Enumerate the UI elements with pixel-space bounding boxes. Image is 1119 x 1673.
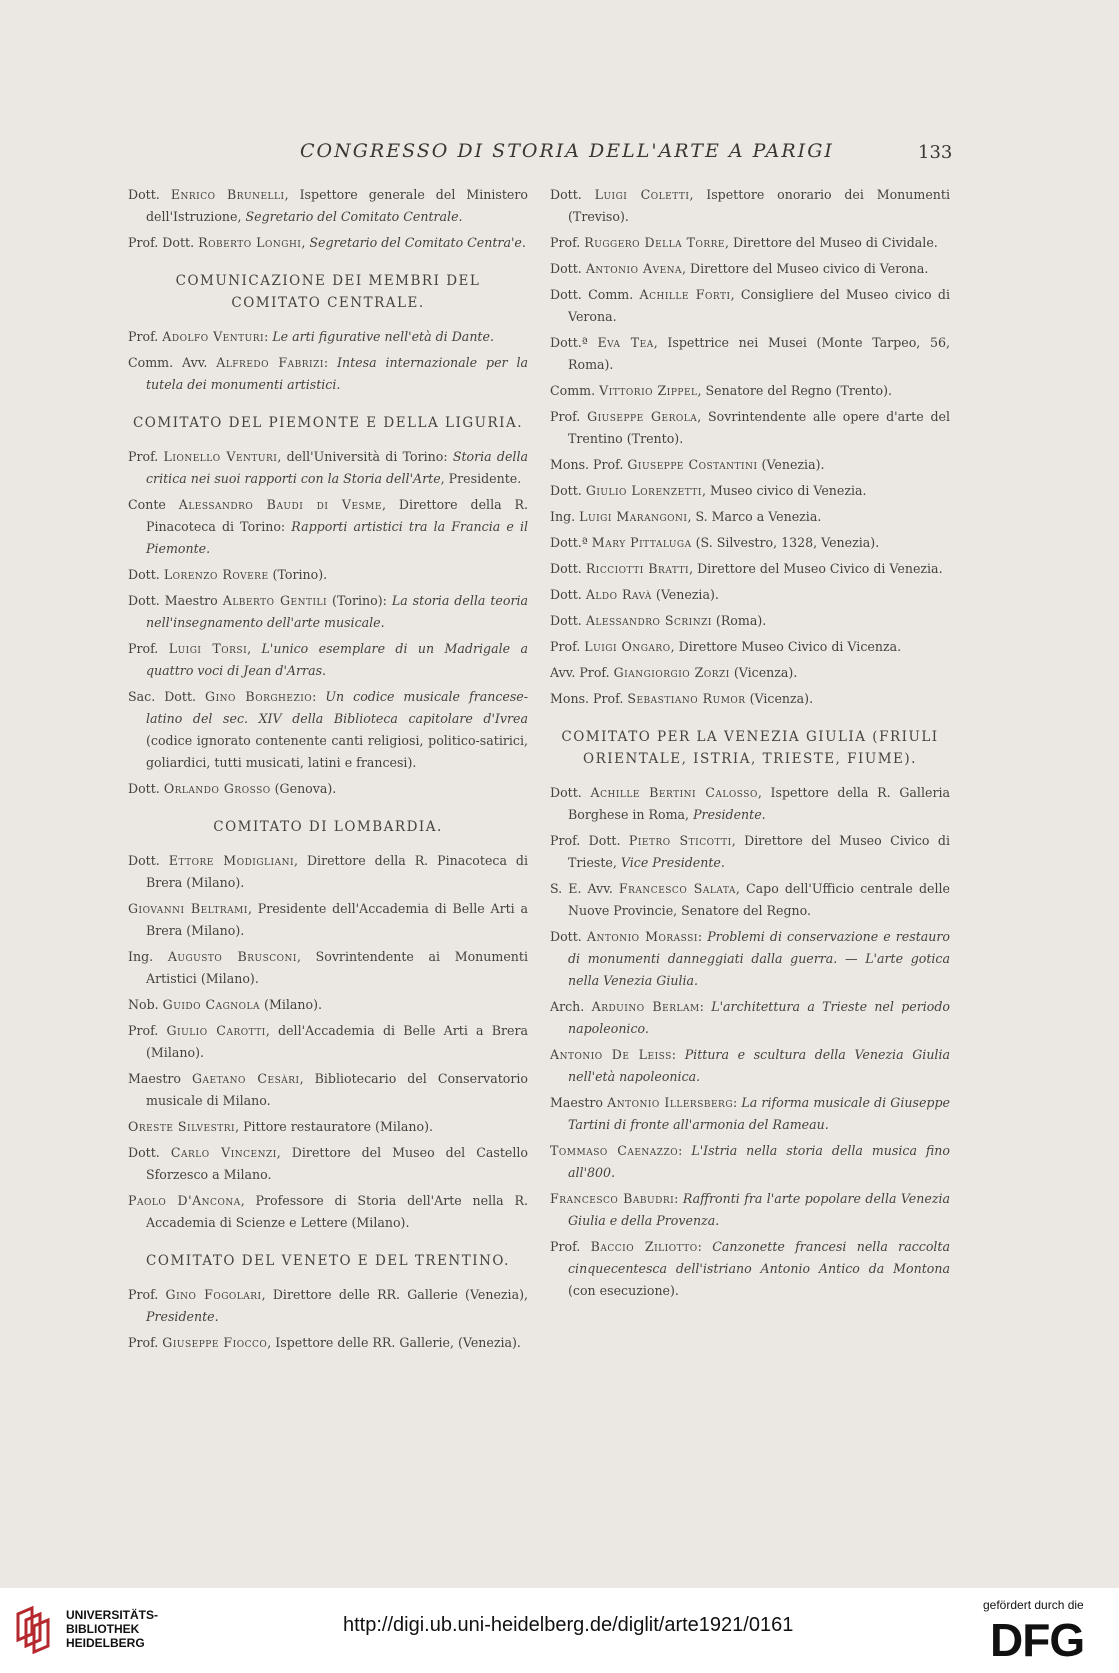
member-entry [550, 610, 950, 632]
entry-text: , Consigliere del Museo civico di Verona. [568, 287, 950, 324]
library-name-line: BIBLIOTHEK [66, 1622, 140, 1636]
member-entry [550, 258, 950, 280]
member-name: Achille Bertini Calosso [590, 785, 758, 800]
entry-text: Sac. Dott. [128, 689, 206, 704]
entry-text: Comm. Avv. [128, 355, 217, 370]
member-name: Eva Tea [597, 335, 654, 350]
member-entry [128, 778, 528, 800]
entry-text: : [264, 329, 273, 344]
member-name: Giuseppe Fiocco [162, 1335, 268, 1350]
entry-text: Prof. [128, 1287, 166, 1302]
entry-text: , Ispettore onorario dei Monumenti (Treviso). [568, 187, 950, 224]
member-name: Alessandro Scrinzi [585, 613, 712, 628]
member-name: Lionello Venturi [163, 449, 278, 464]
entry-text: Dott. [550, 785, 591, 800]
member-entry [550, 532, 950, 554]
dfg-logo-text: DFG [990, 1616, 1085, 1662]
member-name: Antonio Illersberg [607, 1095, 734, 1110]
entry-text: , Ispettore della R. Galleria Borghese in Roma, [568, 785, 951, 822]
entry-text: Dott.ª [550, 535, 592, 550]
member-entry [550, 584, 950, 606]
member-entry [550, 380, 950, 402]
member-name: Luigi Torsi [168, 641, 248, 656]
paper-title: Le arti figurative nell'età di Dante. [272, 329, 494, 344]
member-name: Giovanni Beltrami [128, 901, 248, 916]
member-entry [550, 480, 950, 502]
member-name: Francesco Babudri [550, 1191, 675, 1206]
member-name: Guido Cagnola [162, 997, 261, 1012]
entry-text: Prof. [550, 235, 585, 250]
paper-title: Raffronti fra l'arte popolare della Venezia Giulia e della Provenza. [568, 1191, 950, 1228]
entry-text: , Museo civico di Venezia. [701, 483, 867, 498]
library-name [66, 1608, 158, 1650]
entry-text: : [697, 929, 708, 944]
entry-text: , [301, 235, 310, 250]
member-name: Luigi Marangoni [579, 509, 688, 524]
member-entry [550, 926, 950, 992]
entry-text: Mons. Prof. [550, 691, 628, 706]
member-entry [550, 1092, 950, 1136]
member-entry [128, 898, 528, 942]
member-entry [550, 830, 950, 874]
section-heading: COMITATO DEL PIEMONTE E DELLA LIGURIA. [132, 415, 524, 431]
left-column [128, 184, 528, 1358]
member-name: Gino Fogolari [165, 1287, 262, 1302]
member-entry [128, 184, 528, 228]
entry-text: Prof. [128, 449, 164, 464]
paper-title: Storia della critica nei suoi rapporti con la Storia dell'Arte [146, 449, 528, 486]
member-entry [550, 184, 950, 228]
member-entry [128, 1190, 528, 1234]
member-name: Giuseppe Costantini [627, 457, 758, 472]
entry-text: Prof. Dott. [128, 235, 199, 250]
paper-title: La riforma musicale di Giuseppe Tartini di fronte all'armonia del Rameau. [568, 1095, 950, 1132]
entry-text: Prof. [550, 639, 585, 654]
paper-title: Presidente. [693, 807, 766, 822]
entry-text: (Roma). [711, 613, 767, 628]
entry-text: , Presidente. [440, 471, 522, 486]
member-name: Aldo Ravà [585, 587, 652, 602]
entry-text: Dott. Maestro [128, 593, 223, 608]
member-entry [128, 1068, 528, 1112]
member-name: Antonio Avena [585, 261, 683, 276]
paper-title: Segretario del Comitato Centrale. [245, 209, 463, 224]
entry-text: , Pittore restauratore (Milano). [235, 1119, 434, 1134]
entry-text: Ing. [128, 949, 168, 964]
entry-text: , dell'Accademia di Belle Arti a Brera (Milano). [146, 1023, 529, 1060]
entry-text: (Torino): [327, 593, 392, 608]
entry-text: , Direttore del Museo Civico di Venezia. [689, 561, 943, 576]
paper-title: Pittura e scultura della Venezia Giulia nell'età napoleonica. [568, 1047, 950, 1084]
member-entry [128, 1284, 528, 1328]
paper-title: Segretario del Comitato Centra'e. [309, 235, 526, 250]
member-entry [550, 506, 950, 528]
member-entry [128, 1332, 528, 1354]
paper-title: L'Istria nella storia della musica fino all'800. [568, 1143, 950, 1180]
member-name: Baccio Ziliotto [590, 1239, 698, 1254]
section-heading: COMITATO DI LOMBARDIA. [213, 819, 443, 835]
member-name: Giangiorgio Zorzi [613, 665, 730, 680]
entry-text: (S. Silvestro, 1328, Venezia). [691, 535, 880, 550]
entry-text: Dott. [550, 561, 586, 576]
entry-text: (Torino). [268, 567, 328, 582]
entry-text: Dott. [550, 261, 586, 276]
member-entry [550, 406, 950, 450]
entry-text: Prof. Dott. [550, 833, 629, 848]
member-name: Orlando Grosso [163, 781, 271, 796]
member-entry [550, 782, 950, 826]
member-entry [550, 284, 950, 328]
member-name: Pietro Sticotti [628, 833, 732, 848]
member-name: Adolfo Venturi [162, 329, 265, 344]
member-name: Giuseppe Gerola [587, 409, 698, 424]
entry-text: : [697, 1239, 713, 1254]
entry-text: : [312, 689, 326, 704]
entry-text: , Capo dell'Ufficio centrale delle Nuove Provincie, Senatore del Regno. [568, 881, 950, 918]
member-entry [128, 352, 528, 396]
entry-text: : [699, 999, 712, 1014]
entry-text: (Vicenza). [729, 665, 798, 680]
member-name: Oreste Silvestri [128, 1119, 236, 1134]
entry-text: , Direttore Museo Civico di Vicenza. [670, 639, 902, 654]
member-entry [128, 564, 528, 586]
entry-text: , Direttore del Museo civico di Verona. [682, 261, 929, 276]
member-name: Lorenzo Rovere [163, 567, 269, 582]
entry-text: Dott. [550, 929, 587, 944]
member-entry [128, 590, 528, 634]
member-name: Francesco Salata [618, 881, 736, 896]
entry-text: , Direttore della R. Pinacoteca di Torino: [146, 497, 528, 534]
paper-title: L'architettura a Trieste nel periodo napoleonico. [568, 999, 950, 1036]
member-name: Antonio De Leiss [550, 1047, 672, 1062]
entry-text: , [247, 641, 262, 656]
entry-text: (Genova). [270, 781, 337, 796]
member-name: Roberto Longhi [198, 235, 302, 250]
entry-text: Prof. [128, 329, 163, 344]
university-library-logo-icon [12, 1604, 60, 1656]
entry-text: , Sovrintendente alle opere d'arte del Trentino (Trento). [568, 409, 950, 446]
member-entry [550, 232, 950, 254]
entry-text: , Bibliotecario del Conservatorio musicale di Milano. [146, 1071, 528, 1108]
entry-text: (Venezia). [757, 457, 825, 472]
member-entry [128, 946, 528, 990]
paper-title: Un codice musicale francese-latino del sec. XIV della Biblioteca capitolare d'Ivrea [146, 689, 529, 726]
entry-text: , Direttore del Museo del Castello Sforzesco a Milano. [146, 1145, 528, 1182]
entry-text: Comm. [550, 383, 600, 398]
paper-title: Problemi di conservazione e restauro di monumenti danneggiati dalla guerra. — L'arte gotica nella Venezia Giulia. [568, 929, 950, 988]
member-entry [550, 1236, 950, 1302]
entry-text: : [323, 355, 338, 370]
entry-text: , Direttore del Museo Civico di Trieste, [568, 833, 950, 870]
member-name: Alessandro Baudi di Vesme [178, 497, 382, 512]
funded-by-label: gefördert durch die [983, 1598, 1084, 1612]
entry-text: , Sovrintendente ai Monumenti Artistici (Milano). [146, 949, 529, 986]
section-heading: COMUNICAZIONE DEI MEMBRI DEL COMITATO CENTRALE. [175, 273, 481, 311]
member-name: Carlo Vincenzi [170, 1145, 277, 1160]
entry-text: Dott. Comm. [550, 287, 640, 302]
entry-text: (Vicenza). [745, 691, 814, 706]
dfg-logo [990, 1616, 1102, 1662]
member-entry [550, 636, 950, 658]
entry-text: Avv. Prof. [550, 665, 614, 680]
member-name: Luigi Ongaro [584, 639, 671, 654]
member-entry [128, 232, 528, 254]
member-name: Giulio Lorenzetti [585, 483, 702, 498]
entry-text: Dott. [550, 587, 586, 602]
paper-title: Presidente. [146, 1309, 219, 1324]
entry-text: Prof. [128, 641, 169, 656]
right-column [550, 184, 950, 1306]
entry-text: Dott. [128, 187, 171, 202]
digitization-footer [0, 1588, 1119, 1673]
entry-text: , Direttore delle RR. Gallerie (Venezia), [261, 1287, 528, 1302]
member-name: Vittorio Zippel [599, 383, 698, 398]
member-name: Giulio Carotti [166, 1023, 266, 1038]
entry-text: , Presidente dell'Accademia di Belle Arti a Brera (Milano). [146, 901, 528, 938]
entry-text: : [733, 1095, 742, 1110]
paper-title: Intesa internazionale per la tutela dei monumenti artistici. [146, 355, 528, 392]
digitization-url-link[interactable]: http://digi.ub.uni-heidelberg.de/diglit/arte1921/0161 [343, 1614, 794, 1636]
member-name: Arduino Berlam [591, 999, 700, 1014]
member-entry [550, 878, 950, 922]
member-name: Gaetano Cesàri [191, 1071, 300, 1086]
entry-text: Ing. [550, 509, 580, 524]
member-name: Alfredo Fabrizi [216, 355, 324, 370]
entry-text: , Ispettore generale del Ministero dell'Istruzione, [146, 187, 528, 224]
entry-text: S. E. Avv. [550, 881, 619, 896]
entry-text: Dott.ª [550, 335, 598, 350]
member-name: Gino Borghezio [205, 689, 313, 704]
entry-text: Dott. [550, 483, 586, 498]
member-entry [128, 686, 528, 774]
paper-title: Vice Presidente. [620, 855, 725, 870]
member-name: Tommaso Caenazzo [550, 1143, 679, 1158]
entry-text: Prof. [128, 1335, 163, 1350]
section-heading: COMITATO PER LA VENEZIA GIULIA (FRIULI ORIENTALE, ISTRIA, TRIESTE, FIUME). [561, 729, 939, 767]
entry-text: , Ispettore delle RR. Gallerie, (Venezia). [267, 1335, 521, 1350]
entry-text: : [671, 1047, 685, 1062]
member-name: Ricciotti Bratti [585, 561, 690, 576]
running-title: CONGRESSO DI STORIA DELL'ARTE A PARIGI [300, 140, 834, 162]
entry-text: Dott. [550, 613, 586, 628]
member-entry [128, 326, 528, 348]
member-entry [550, 1188, 950, 1232]
library-name-line: UNIVERSITÄTS- [66, 1608, 159, 1622]
member-name: Luigi Coletti [594, 187, 690, 202]
entry-text: Conte [128, 497, 179, 512]
entry-text: Prof. [550, 409, 588, 424]
member-name: Alberto Gentili [222, 593, 328, 608]
member-entry [550, 1140, 950, 1184]
member-entry [550, 662, 950, 684]
entry-text: (Venezia). [651, 587, 719, 602]
section-heading: COMITATO DEL VENETO E DEL TRENTINO. [146, 1253, 510, 1269]
entry-text: Maestro [550, 1095, 608, 1110]
entry-text: , Direttore del Museo di Cividale. [725, 235, 938, 250]
member-entry [550, 996, 950, 1040]
entry-text: Dott. [550, 187, 595, 202]
page-header [0, 140, 1119, 170]
member-entry [128, 1116, 528, 1138]
member-entry [128, 446, 528, 490]
entry-text: Arch. [550, 999, 592, 1014]
member-entry [128, 494, 528, 560]
member-entry [128, 1142, 528, 1186]
entry-text: : [678, 1143, 692, 1158]
library-name-line: HEIDELBERG [66, 1636, 145, 1650]
member-entry [128, 638, 528, 682]
member-name: Paolo D'Ancona [128, 1193, 241, 1208]
page-number: 133 [918, 142, 953, 163]
entry-text: Prof. [128, 1023, 167, 1038]
entry-text: , Professore di Storia dell'Arte nella R. Accademia di Scienze e Lettere (Milano). [146, 1193, 528, 1230]
entry-text: , Senatore del Regno (Trento). [697, 383, 893, 398]
member-name: Achille Forti [639, 287, 731, 302]
entry-text: Dott. [128, 1145, 171, 1160]
paper-title: Rapporti artistici tra la Francia e il Piemonte. [146, 519, 528, 556]
member-entry [550, 1044, 950, 1088]
member-name: Enrico Brunelli [170, 187, 285, 202]
member-name: Sebastiano Rumor [627, 691, 746, 706]
member-entry [550, 558, 950, 580]
entry-text: , S. Marco a Venezia. [687, 509, 822, 524]
entry-text: , dell'Università di Torino: [277, 449, 453, 464]
entry-text: (Milano). [260, 997, 323, 1012]
entry-text: Nob. [128, 997, 163, 1012]
entry-text: Dott. [128, 567, 164, 582]
member-name: Ruggero Della Torre [584, 235, 725, 250]
paper-title: La storia della teoria nell'insegnamento dell'arte musicale. [146, 593, 529, 630]
entry-text: : [674, 1191, 683, 1206]
member-entry [550, 332, 950, 376]
member-entry [550, 688, 950, 710]
member-name: Mary Pittaluga [591, 535, 692, 550]
entry-text: , Ispettrice nei Musei (Monte Tarpeo, 56, Roma). [568, 335, 950, 372]
entry-text: Maestro [128, 1071, 192, 1086]
member-entry [128, 994, 528, 1016]
entry-text: Dott. [128, 781, 164, 796]
member-entry [128, 1020, 528, 1064]
member-name: Augusto Brusconi [167, 949, 297, 964]
entry-text: Mons. Prof. [550, 457, 628, 472]
member-name: Antonio Morassi [586, 929, 698, 944]
paper-title: Canzonette francesi nella raccolta cinquecentesca dell'istriano Antonio Antico da Montona [568, 1239, 951, 1276]
entry-text: Dott. [128, 853, 169, 868]
member-entry [128, 850, 528, 894]
member-name: Ettore Modigliani [168, 853, 294, 868]
entry-text: (con esecuzione). [568, 1283, 679, 1298]
member-entry [550, 454, 950, 476]
entry-text: (codice ignorato contenente canti religiosi, politico-satirici, goliardici, tutti musicati, latini e francesi). [146, 733, 528, 770]
paper-title: L'unico esemplare di un Madrigale a quattro voci di Jean d'Arras. [146, 641, 528, 678]
entry-text: , Direttore della R. Pinacoteca di Brera (Milano). [146, 853, 528, 890]
entry-text: Prof. [550, 1239, 591, 1254]
